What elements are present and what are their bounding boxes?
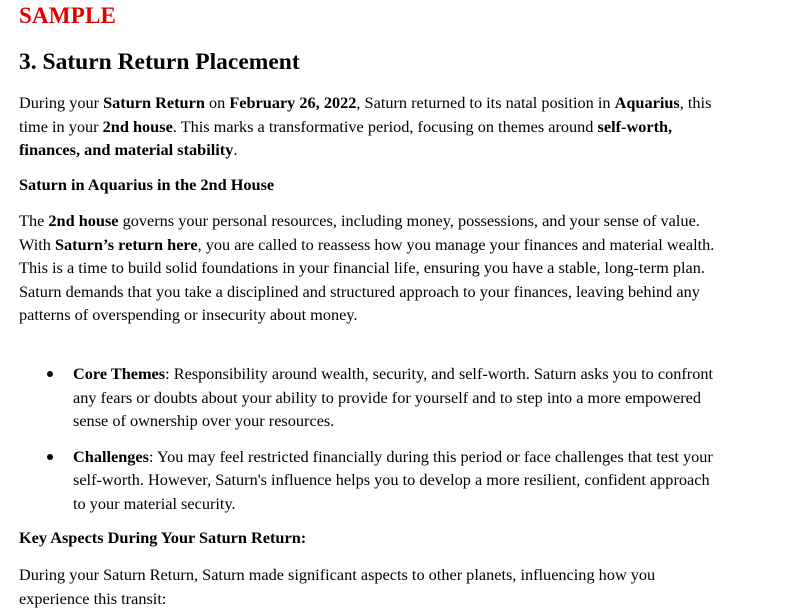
bullet-text-challenges: : You may feel restricted financially during this period or face challenges that test your self-worth. However, Saturn's influence helps you to develop a more resilient, confident approach to your material security. <box>73 446 713 513</box>
body-text-1: The <box>19 211 49 230</box>
body-bold-house: 2nd house <box>48 211 119 230</box>
bullet-dot-icon <box>47 454 53 460</box>
intro-text-6: . <box>233 140 238 159</box>
list-item <box>19 445 719 516</box>
intro-bold-themes: self-worth, finances, and material stability <box>19 116 673 159</box>
bullet-label-core-themes: Core Themes <box>73 364 166 383</box>
bullet-dot-icon <box>47 371 53 377</box>
intro-text-3: , Saturn returned to its natal position in <box>356 93 615 112</box>
section-title: 3. Saturn Return Placement <box>19 49 300 75</box>
body-paragraph <box>19 209 719 327</box>
subheading-aquarius-2nd-house: Saturn in Aquarius in the 2nd House <box>19 175 275 194</box>
intro-paragraph <box>19 91 719 162</box>
list-item <box>19 362 719 433</box>
closing-paragraph: During your Saturn Return, Saturn made significant aspects to other planets, influencing how you experience this transit: <box>19 565 656 608</box>
body-bold-return: Saturn’s return here <box>54 234 198 254</box>
intro-text-4: , this time in your <box>19 93 712 136</box>
body-text-3: , you are called to reassess how you manage your finances and material wealth. This is a time to build solid foundations in your financial life, ensuring you have a stable, long-term plan. Saturn demands that you take a disciplined and structured approach to your finances, leaving behind any patterns of overspending or insecurity about money. <box>19 234 715 324</box>
bullet-text-core-themes: : Responsibility around wealth, security, and self-worth. Saturn asks you to confront any fears or doubts about your ability to provide for yourself and to step into a more empowered sense of ownership over your resources. <box>73 364 713 430</box>
intro-bold-house: 2nd house <box>102 116 173 136</box>
intro-text-2: on <box>204 93 230 112</box>
sample-watermark-label: SAMPLE <box>19 3 117 28</box>
intro-text-5: . This marks a transformative period, focusing on themes around <box>172 116 598 136</box>
intro-bold-saturn-return: Saturn Return <box>103 93 205 112</box>
subheading-key-aspects: Key Aspects During Your Saturn Return: <box>19 528 307 547</box>
bullet-label-challenges: Challenges <box>73 446 149 466</box>
intro-text-1: During your <box>19 93 104 112</box>
intro-bold-sign: Aquarius <box>614 93 680 112</box>
themes-bullet-list <box>19 362 719 515</box>
intro-bold-date: February 26, 2022 <box>229 93 357 112</box>
body-text-2: governs your personal resources, including money, possessions, and your sense of value. With <box>19 211 700 254</box>
